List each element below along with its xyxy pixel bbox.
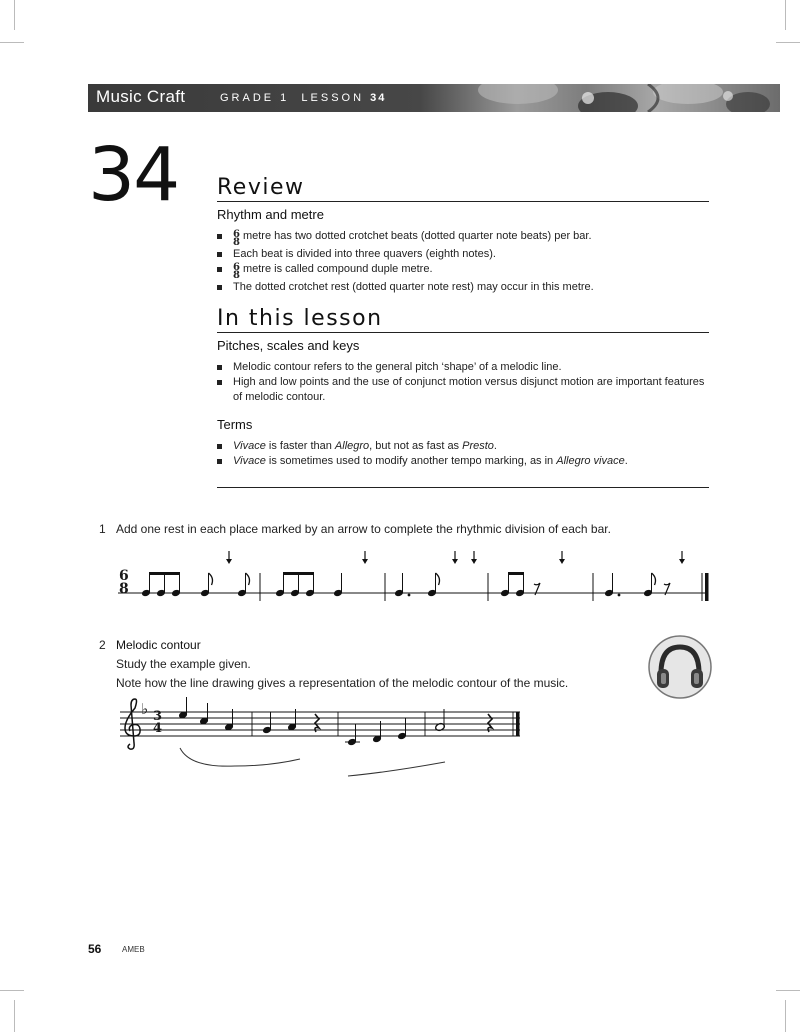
- question-text: Study the example given.: [116, 657, 251, 671]
- staff1-time-signature: 6 8: [119, 568, 129, 597]
- down-arrow-icon: [471, 551, 477, 564]
- rhythm-staff: [118, 568, 709, 601]
- crop-mark: [776, 42, 800, 43]
- crop-mark: [14, 0, 15, 30]
- lesson-heading: In this lesson: [217, 306, 383, 331]
- review-heading: Review: [217, 175, 305, 200]
- header-decoration: [88, 84, 780, 112]
- staff2-time-signature: 3 4: [153, 709, 163, 736]
- crop-mark: [14, 1000, 15, 1032]
- down-arrow-icon: [559, 551, 565, 564]
- question-title: Melodic contour: [116, 638, 201, 652]
- review-subheading: Rhythm and metre: [217, 207, 324, 222]
- list-item: Melodic contour refers to the general pitch ‘shape’ of a melodic line.: [217, 360, 707, 375]
- list-item: Vivace is sometimes used to modify another tempo marking, as in Allegro vivace.: [217, 454, 707, 469]
- crop-mark: [785, 1000, 786, 1032]
- question-text: Add one rest in each place marked by an arrow to complete the rhythmic division of each bar.: [116, 522, 611, 536]
- question-2: [99, 638, 619, 698]
- section-rule: [217, 487, 709, 488]
- list-item: 6 8 metre has two dotted crotchet beats (dotted quarter note beats) per bar.: [217, 229, 707, 247]
- time-signature: 6 8: [233, 229, 240, 248]
- review-list: [217, 229, 707, 295]
- down-arrow-icon: [362, 551, 368, 564]
- list-item: 6 8 metre is called compound duple metre.: [217, 262, 707, 280]
- down-arrow-icon: [452, 551, 458, 564]
- page-number: 56: [88, 942, 102, 956]
- headphones-icon: [648, 635, 712, 699]
- review-rule: [217, 201, 709, 202]
- header-band: [88, 84, 780, 112]
- question-text: Note how the line drawing gives a representation of the melodic contour of the music.: [116, 676, 569, 690]
- list-item: Vivace is faster than Allegro, but not as fast as Presto.: [217, 439, 707, 454]
- terms-subheading: Terms: [217, 417, 253, 432]
- crop-mark: [0, 990, 24, 991]
- crop-mark: [785, 0, 786, 30]
- list-item: High and low points and the use of conjunct motion versus disjunct motion are important features of melodic contour.: [217, 375, 707, 405]
- lesson-label: GRADE 1 LESSON 34: [220, 92, 387, 104]
- lesson-rule: [217, 332, 709, 333]
- treble-clef-icon: [125, 699, 140, 749]
- down-arrow-icon: [679, 551, 685, 564]
- lesson-number: 34: [88, 132, 179, 218]
- contour-line: [180, 748, 300, 766]
- contour-line: [348, 762, 445, 776]
- crop-mark: [0, 42, 24, 43]
- pitches-subheading: Pitches, scales and keys: [217, 338, 360, 353]
- question-number: 2: [99, 638, 106, 652]
- footer-text: AMEB: [122, 945, 145, 954]
- down-arrow-icon: [226, 551, 232, 564]
- question-number: 1: [99, 522, 106, 536]
- crop-mark: [776, 990, 800, 991]
- time-signature: 6 8: [233, 262, 240, 281]
- brand-title: Music Craft: [96, 87, 186, 106]
- staff2-key-signature: ♭: [141, 700, 149, 718]
- terms-list: [217, 439, 707, 469]
- list-item: The dotted crotchet rest (dotted quarter note rest) may occur in this metre.: [217, 280, 707, 295]
- pitches-list: [217, 360, 707, 405]
- list-item: Each beat is divided into three quavers (eighth notes).: [217, 247, 707, 262]
